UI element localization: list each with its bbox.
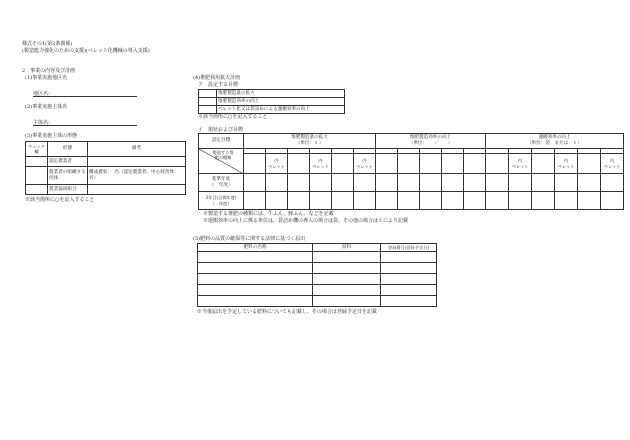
table-row: [26, 157, 186, 167]
table-row: [198, 252, 437, 263]
form-number: 様式その1(第2条関係): [22, 41, 73, 47]
uchi-label: 内: [563, 158, 569, 164]
target-year-label: 3年目(目標年度): [205, 195, 237, 201]
item1-label: (1)事業実施地区名: [25, 75, 68, 81]
uchi-label: 内: [517, 158, 523, 164]
value-cell[interactable]: [244, 192, 266, 210]
check-cell[interactable]: [199, 106, 217, 114]
value-cell[interactable]: [420, 192, 442, 210]
cell[interactable]: [313, 285, 381, 296]
entity-form-table: [25, 141, 186, 195]
value-cell[interactable]: [464, 174, 486, 192]
goal-table: [198, 89, 345, 114]
value-cell[interactable]: [376, 174, 398, 192]
value-cell[interactable]: [578, 174, 601, 192]
value-cell[interactable]: [601, 174, 624, 192]
value-cell[interactable]: [310, 174, 332, 192]
check-cell[interactable]: [26, 184, 48, 194]
value-cell[interactable]: [288, 174, 310, 192]
form-cell: 農業協同組合: [48, 184, 88, 194]
eff-cell[interactable]: [420, 154, 442, 174]
value-cell[interactable]: [555, 174, 578, 192]
value-cell[interactable]: [398, 192, 420, 210]
uchi-label: 内: [274, 158, 279, 164]
eff-cell[interactable]: [398, 154, 420, 174]
group-unit: （単位： ／ ）: [408, 141, 453, 146]
group-header-transport: [486, 134, 624, 149]
value-cell[interactable]: [332, 192, 354, 210]
entity-input[interactable]: [33, 125, 137, 126]
cell[interactable]: [198, 263, 313, 274]
value-cell[interactable]: [376, 192, 398, 210]
section4-label: (4)堆肥利用拡大計画: [193, 75, 241, 81]
district-label: 地区名：: [33, 91, 54, 97]
eff-cell[interactable]: [442, 154, 464, 174]
note-cell: [88, 184, 186, 194]
total-cell[interactable]: [486, 154, 509, 174]
pellet-label: ペレット: [356, 163, 373, 169]
table-row: [199, 90, 345, 98]
form-subtitle: (製造能力強化のための支援)(ペレット化機械の導入支援): [22, 48, 150, 54]
pellet-sub-header: [509, 154, 532, 174]
table-row: [26, 184, 186, 194]
value-cell[interactable]: [244, 174, 266, 192]
group-unit: （単位：袋 または ｔ）: [526, 141, 583, 146]
section5-label: (5)肥料の品質の確保等に関する法律に基づく届出: [193, 236, 306, 242]
table-row: [199, 98, 345, 106]
uchi-label: 内: [609, 158, 615, 164]
value-cell[interactable]: [354, 174, 376, 192]
base-year-label: 基準年度: [211, 176, 231, 182]
item3-label: (3)事業実施主体の形態: [25, 133, 78, 139]
cell[interactable]: [381, 263, 437, 274]
item2-label: (2)事業実施主体名: [25, 104, 68, 110]
value-cell[interactable]: [420, 174, 442, 192]
check-col-header: チェック欄: [26, 142, 48, 157]
status-note-2: ※運搬効率の向上に係る単位は、袋詰め機の導入の場合は袋、その他の場合はｔにより記載: [203, 218, 409, 224]
group-title: 堆肥製造量の拡大: [291, 135, 328, 141]
table-row: [26, 167, 186, 184]
eff-cell[interactable]: [464, 154, 486, 174]
cell[interactable]: [381, 296, 437, 307]
fert-reg-header: 登録番号(登録予定日): [381, 244, 437, 252]
fert-material-header: 原料: [313, 244, 381, 252]
status-label: イ 現状および目標: [198, 127, 244, 133]
fertilizer-footnote: ※今後届出を予定している肥料についても記載し、その場合は登録予定日を記載: [197, 309, 377, 315]
value-cell[interactable]: [486, 174, 509, 192]
check-cell[interactable]: [26, 157, 48, 167]
note-cell: 構成農家： 名（認定農業者、中心経営体： 名）: [88, 167, 186, 184]
goal-cell: 堆肥製造効率の向上: [217, 98, 345, 106]
pellet-label: ペレット: [312, 163, 329, 169]
group-unit: （単位：ｔ）: [295, 141, 324, 146]
group-title: 堆肥製造効率の向上: [409, 135, 452, 141]
base-year-cell: [199, 174, 244, 192]
item3-footnote: ※該当箇所に○を記入すること: [25, 197, 95, 203]
value-cell[interactable]: [532, 192, 555, 210]
cell[interactable]: [381, 274, 437, 285]
table-row: [198, 296, 437, 307]
entity-label: 主体名：: [33, 120, 54, 126]
fert-name-header: 肥料の名称: [198, 244, 313, 252]
value-cell[interactable]: [509, 192, 532, 210]
goal-label: ア 設定する目標: [198, 82, 239, 88]
table-row: [199, 192, 624, 210]
form-col-header: 形態: [48, 142, 88, 157]
note-col-header: 備考: [88, 142, 186, 157]
goal-cell: 堆肥製造量の拡大: [217, 90, 345, 98]
table-row: [198, 285, 437, 296]
value-cell[interactable]: [532, 174, 555, 192]
cell[interactable]: [313, 296, 381, 307]
cell[interactable]: [198, 274, 313, 285]
uchi-label: 内: [362, 158, 367, 164]
check-cell[interactable]: [199, 98, 217, 106]
check-cell[interactable]: [26, 167, 48, 184]
value-cell[interactable]: [288, 192, 310, 210]
table-row: [199, 106, 345, 114]
value-cell[interactable]: [266, 192, 288, 210]
cell[interactable]: [381, 252, 437, 263]
target-year-value: （ 年度）: [210, 200, 232, 206]
cell[interactable]: [313, 252, 381, 263]
pellet-label: ペレット: [268, 163, 285, 169]
group-header-volume: [244, 134, 376, 149]
cell[interactable]: [313, 263, 381, 274]
value-cell[interactable]: [398, 174, 420, 192]
total-cell[interactable]: [532, 154, 555, 174]
table-row: [198, 263, 437, 274]
total-cell[interactable]: [288, 154, 310, 174]
note-cell: [88, 157, 186, 167]
value-cell[interactable]: [442, 192, 464, 210]
fertilizer-table: [197, 243, 437, 307]
target-col-header: 設定目標: [199, 134, 244, 149]
diagonal-label: 製造する堆肥の種類: [212, 150, 234, 161]
diagonal-header-cell: [199, 149, 244, 174]
value-cell[interactable]: [310, 192, 332, 210]
pellet-label: ペレット: [557, 163, 575, 169]
district-input[interactable]: [33, 96, 137, 97]
value-cell[interactable]: [486, 192, 509, 210]
value-cell[interactable]: [332, 174, 354, 192]
pellet-sub-header: [266, 154, 288, 174]
pellet-sub-header: [601, 154, 624, 174]
group-header-efficiency: [376, 134, 486, 149]
value-cell[interactable]: [555, 192, 578, 210]
pellet-sub-header: [310, 154, 332, 174]
form-cell: 農業者の組織する団体: [48, 167, 88, 184]
total-cell[interactable]: [244, 154, 266, 174]
target-year-cell: [199, 192, 244, 210]
pellet-sub-header: [354, 154, 376, 174]
pellet-sub-header: [555, 154, 578, 174]
status-note-1: ※製造する堆肥の種類には、牛ふん、豚ふん、などを記載: [203, 211, 334, 217]
pellet-label: ペレット: [603, 163, 621, 169]
value-cell[interactable]: [509, 174, 532, 192]
cell[interactable]: [313, 274, 381, 285]
value-cell[interactable]: [464, 192, 486, 210]
cell[interactable]: [198, 285, 313, 296]
goal-footnote: ※該当箇所に○を記入すること: [198, 114, 268, 120]
cell[interactable]: [198, 252, 313, 263]
cell[interactable]: [381, 285, 437, 296]
value-cell[interactable]: [601, 192, 624, 210]
table-row: [199, 174, 624, 192]
form-cell: 認定農業者: [48, 157, 88, 167]
value-cell[interactable]: [578, 192, 601, 210]
section2-title: 2 事業の内容及び計画: [22, 68, 76, 74]
goal-cell: ペレット化又は袋詰めによる運搬効率の向上: [217, 106, 345, 114]
table-row: [198, 274, 437, 285]
value-cell[interactable]: [266, 174, 288, 192]
eff-cell[interactable]: [376, 154, 398, 174]
check-cell[interactable]: [199, 90, 217, 98]
status-target-table: [198, 133, 624, 210]
uchi-label: 内: [318, 158, 323, 164]
group-title: 運搬効率の向上: [538, 135, 571, 141]
cell[interactable]: [198, 296, 313, 307]
pellet-label: ペレット: [511, 163, 529, 169]
base-year-value: （ 年度）: [209, 182, 233, 188]
value-cell[interactable]: [442, 174, 464, 192]
total-cell[interactable]: [578, 154, 601, 174]
value-cell[interactable]: [354, 192, 376, 210]
total-cell[interactable]: [332, 154, 354, 174]
